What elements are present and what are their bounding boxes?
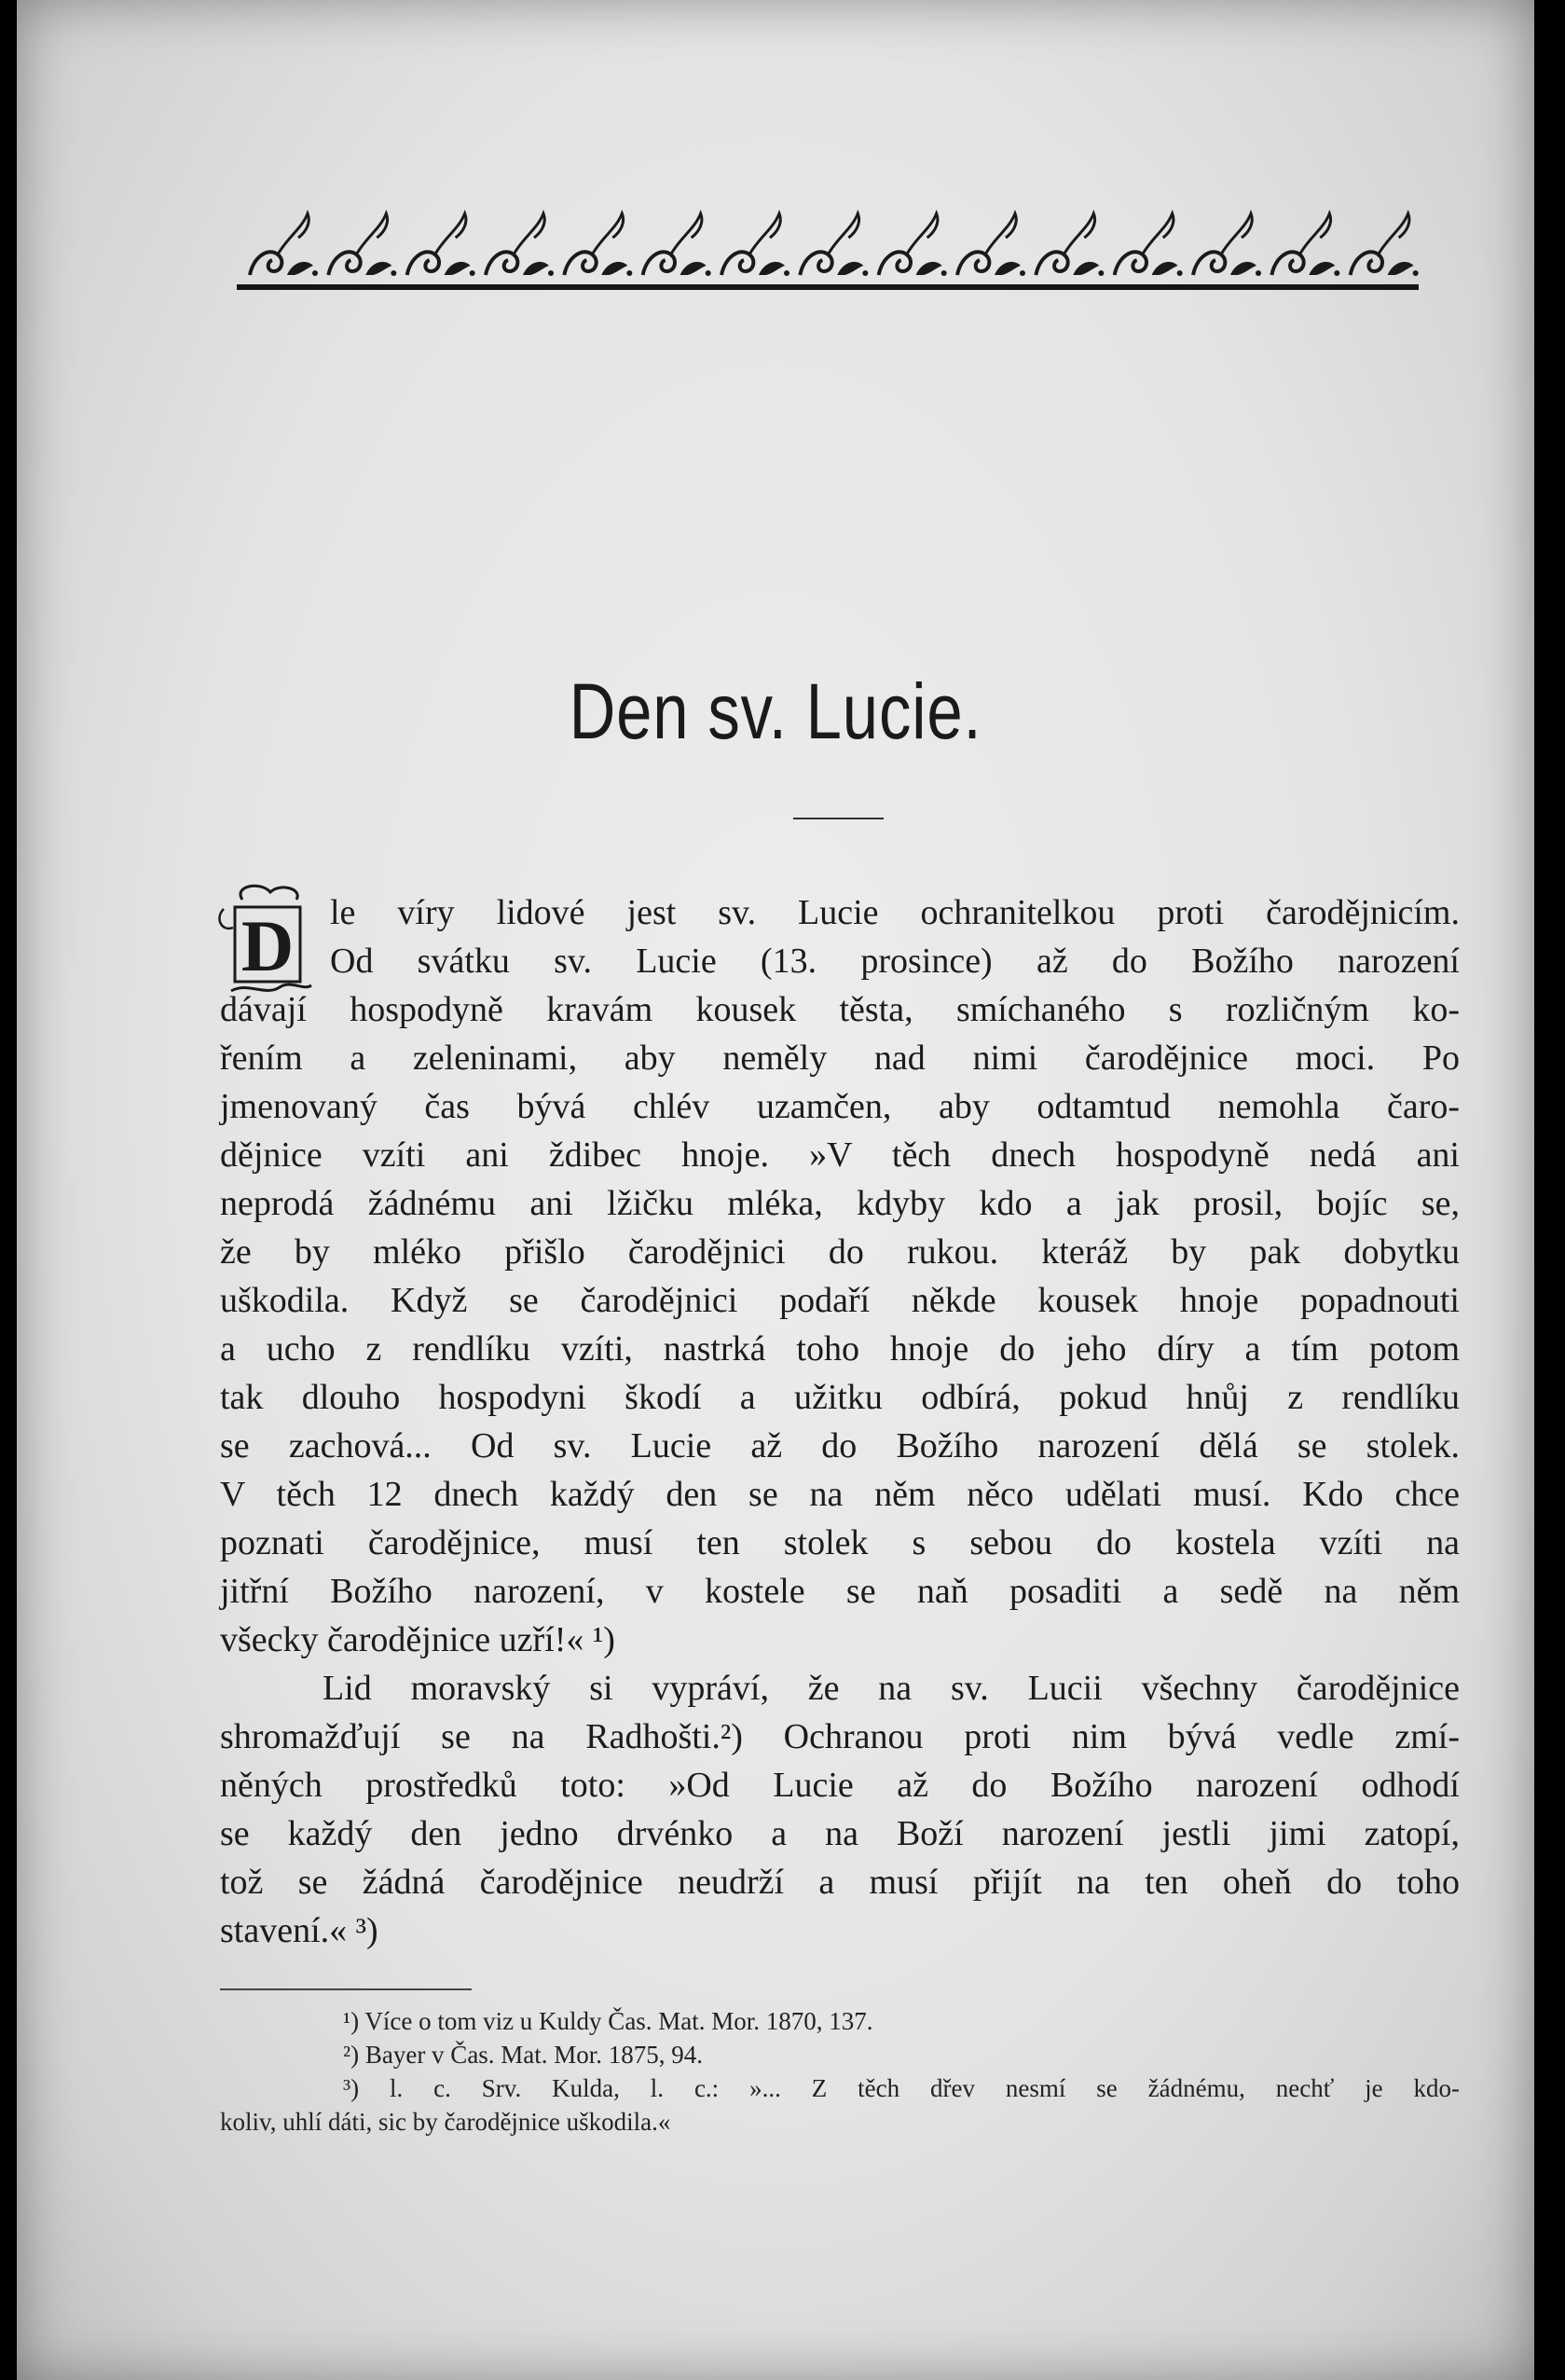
text-line: Od svátku sv. Lucie (13. prosince) až do Božího narození: [330, 942, 1460, 981]
text-line: poznati čarodějnice, musí ten stolek s sebou do kostela vzíti na: [220, 1523, 1460, 1562]
text-line: se každý den jedno drvénko a na Boží narození jestli jimi zatopí,: [220, 1814, 1460, 1853]
text-line: že by mléko přišlo čarodějnici do rukou. kteráž by pak dobytku: [220, 1232, 1460, 1272]
text-line: dávají hospodyně kravám kousek těsta, smíchaného s rozličným ko-: [220, 990, 1460, 1029]
text-line: Lid moravský si vypráví, že na sv. Lucii všechny čarodějnice: [323, 1669, 1460, 1708]
fleuron-icon: [1271, 213, 1339, 276]
fleuron-icon: [250, 213, 318, 276]
chapter-title: Den sv. Lucie.: [569, 667, 982, 755]
footnote-rule: [220, 1988, 472, 1990]
book-page: [17, 0, 1534, 2380]
fleuron-icon: [328, 213, 396, 276]
dropcap-letter: D: [240, 905, 295, 986]
footnote-line: koliv, uhlí dáti, sic by čarodějnice uškodila.«: [220, 2108, 671, 2136]
fleuron-icon: [1351, 213, 1419, 276]
footnote-line: ¹) Více o tom viz u Kuldy Čas. Mat. Mor. 1870, 137.: [343, 2007, 873, 2035]
fleuron-icon: [1115, 213, 1183, 276]
fleuron-icon: [564, 213, 632, 276]
text-line: něných prostředků toto: »Od Lucie až do Božího narození odhodí: [220, 1766, 1460, 1805]
text-line: V těch 12 dnech každý den se na něm něco udělati musí. Kdo chce: [220, 1475, 1460, 1514]
fleuron-icon: [486, 213, 554, 276]
fleuron-ornament: [240, 200, 1420, 284]
text-line: shromažďují se na Radhošti.²) Ochranou proti nim bývá vedle zmí-: [220, 1717, 1460, 1756]
fleuron-icon: [721, 213, 789, 276]
footnote-line: ³) l. c. Srv. Kulda, l. c.: »... Z těch dřev nesmí se žádnému, nechť je kdo-: [343, 2074, 1460, 2102]
ornament-band: [240, 200, 1420, 284]
text-line: tak dlouho hospodyni škodí a užitku odbírá, pokud hnůj z rendlíku: [220, 1378, 1460, 1417]
fleuron-icon: [643, 213, 711, 276]
text-line: řením a zeleninami, aby neměly nad nimi čarodějnice moci. Po: [220, 1039, 1460, 1078]
fleuron-icon: [407, 213, 475, 276]
text-line: neprodá žádnému ani lžičku mléka, kdyby kdo a jak prosil, bojíc se,: [220, 1184, 1460, 1223]
text-line: stavení.« ³): [220, 1911, 378, 1950]
header-rule: [237, 284, 1419, 290]
title-rule: [793, 818, 884, 819]
text-line: všecky čarodějnice uzří!« ¹): [220, 1620, 615, 1659]
text-line: se zachová... Od sv. Lucie až do Božího narození dělá se stolek.: [220, 1426, 1460, 1465]
body-text: [220, 888, 1460, 1955]
fleuron-icon: [800, 213, 868, 276]
fleuron-icon: [1036, 213, 1104, 276]
text-line: le víry lidové jest sv. Lucie ochranitelkou proti čarodějnicím.: [330, 893, 1460, 932]
fleuron-icon: [1193, 213, 1261, 276]
text-line: jitřní Božího narození, v kostele se naň posaditi a sedě na něm: [220, 1572, 1460, 1611]
text-line: uškodila. Když se čarodějnici podaří někde kousek hnoje popadnouti: [220, 1281, 1460, 1320]
fleuron-icon: [879, 213, 947, 276]
text-line: tož se žádná čarodějnice neudrží a musí přijít na ten oheň do toho: [220, 1863, 1460, 1902]
text-line: a ucho z rendlíku vzíti, nastrká toho hnoje do jeho díry a tím potom: [220, 1329, 1460, 1369]
text-line: jmenovaný čas bývá chlév uzamčen, aby odtamtud nemohla čaro-: [220, 1087, 1460, 1126]
text-line: dějnice vzíti ani ždibec hnoje. »V těch dnech hospodyně nedá ani: [220, 1135, 1460, 1175]
footnotes: [220, 2004, 1460, 2139]
footnote-line: ²) Bayer v Čas. Mat. Mor. 1875, 94.: [343, 2041, 704, 2069]
fleuron-icon: [957, 213, 1025, 276]
